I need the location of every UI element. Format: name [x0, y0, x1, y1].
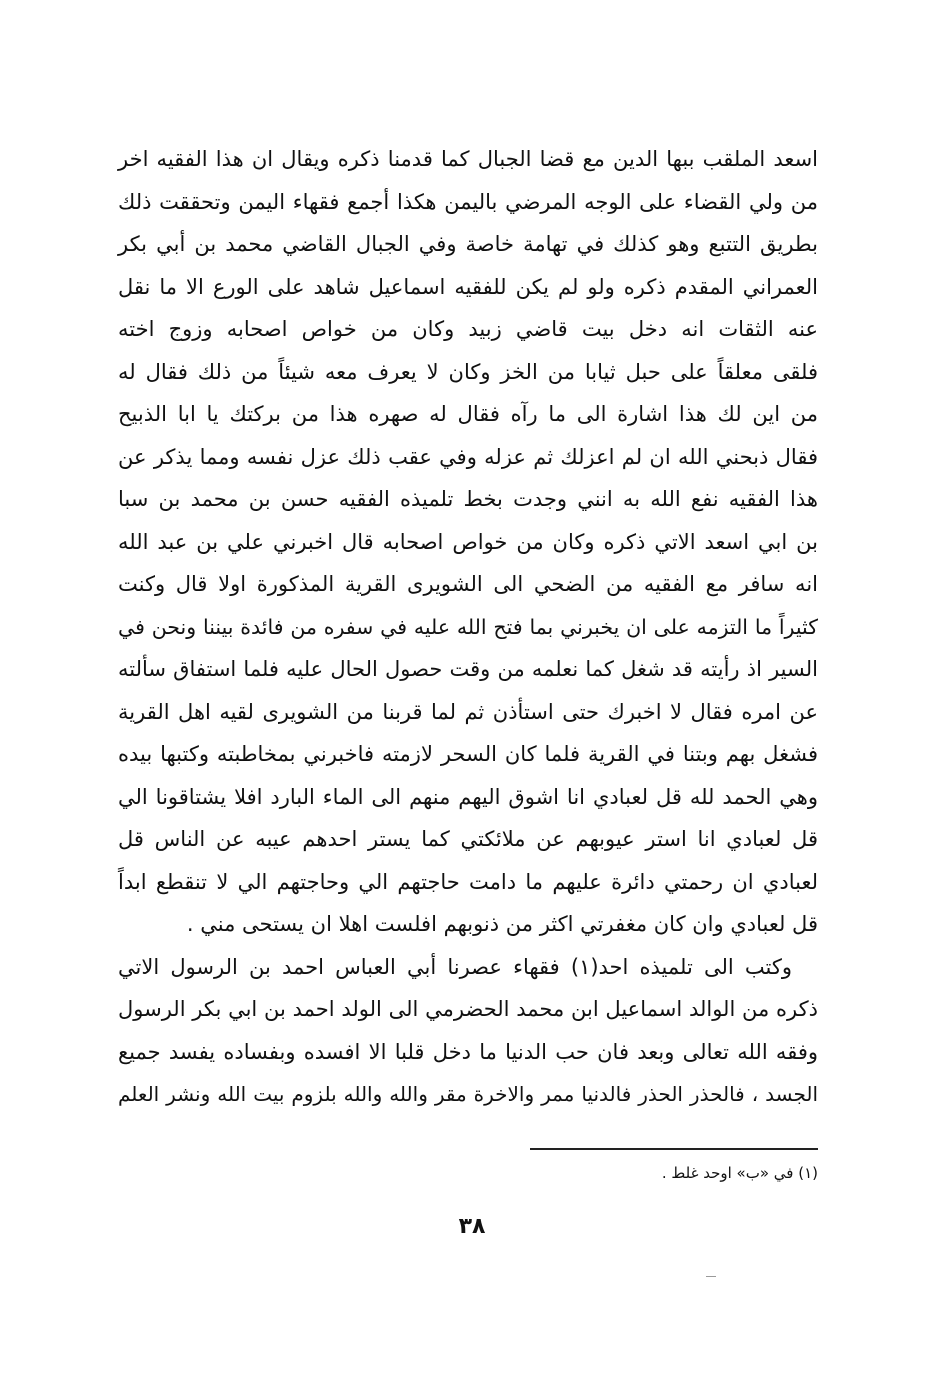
text-line: عن امره فقال لا اخبرك حتى استأذن ثم لما قربنا من الشويرى لقيه اهل القرية [118, 699, 818, 724]
footnote: (١) في «ب» اوحد غلط . [661, 1164, 818, 1182]
text-line: هذا الفقيه نفع الله به انني وجدت بخط تلميذه الفقيه حسن بن محمد بن سبا [118, 487, 818, 511]
text-line: السير اذ رأيته قد شغل كما نعلمه من وقت حصول الحال عليه فلما استفاق سألته [118, 657, 818, 681]
text-line: وفقه الله تعالى وبعد فان حب الدنيا ما دخل قلبا الا افسده وبفساده يفسد جميع [118, 1039, 818, 1064]
text-line: انه سافر مع الفقيه من الضحي الى الشويرى القرية المذكورة اولا قال وكنت [118, 572, 818, 596]
text-line: بطريق التتبع وهو كذلك في تهامة خاصة وفي الجبال القاضي محمد بن أبي بكر [118, 232, 818, 256]
text-line: ذكره من الوالد اسماعيل ابن محمد الحضرمي الى الولد احمد بن ابي بكر الرسول [118, 997, 818, 1021]
paragraph-start-line: وكتب الى تلميذه احد(١) فقهاء عصرنا أبي العباس احمد بن الرسول الاتي [118, 954, 792, 979]
text-line: وهي الحمد لله قل لعبادي انا اشوق اليهم منهم الى الماء البارد افلا يشتاقونا الي [118, 784, 818, 809]
text-line: الجسد ، فالحذر الحذر فالدنيا ممر والاخرة مقر والله والله بلزوم بيت الله ونشر العلم [118, 1082, 818, 1106]
text-line: عنه الثقات انه دخل بيت قاضي زبيد وكان من خواص اصحابه وزوج اخته [118, 317, 818, 341]
footnote-divider [530, 1148, 818, 1150]
text-line: العمراني المقدم ذكره ولو لم يكن للفقيه اسماعيل شاهد على الورع الا ما نقل [118, 274, 818, 299]
text-line: قل لعبادي انا استر عيوبهم عن ملائكتي كما يستر احدهم عيبه عن الناس قل [118, 827, 818, 851]
text-line: فقال ذبحني الله ان لم اعزلك ثم عزله وفي عقب ذلك عزل نفسه ومما يذكر عن [118, 444, 818, 469]
text-line: قل لعبادي وان كان مغفرتي اكثر من ذنوبهم افلست اهلا ان يستحى مني . [186, 912, 818, 936]
body-text [118, 138, 818, 1116]
text-line: كثيراً ما التزمه على ان يخبرني بما فتح الله عليه في سفره من فائدة بيننا ونحن في [118, 614, 818, 639]
scan-speck [706, 1276, 716, 1277]
text-line: اسعد الملقب ببها الدين مع قضا الجبال كما قدمنا ذكره ويقال ان هذا الفقيه اخر [118, 147, 818, 171]
text-line: فشغل بهم وبتنا في القرية فلما كان السحر لازمته فاخبرني بمخاطبته وكتبها بيده [118, 742, 818, 766]
text-line: بن ابي اسعد الاتي ذكره وكان من خواص اصحابه قال اخبرني علي بن عبد الله [118, 529, 818, 554]
page-number: ٣٨ [458, 1214, 486, 1239]
text-line: لعبادي ان رحمتي دائرة عليهم ما دامت حاجتهم الي وحاجتهم الي لا تنقطع ابداً [118, 869, 818, 894]
text-line: من ولي القضاء على الوجه المرضي باليمن هكذا أجمع فقهاء اليمن وتحققت ذلك [118, 189, 818, 214]
text-line: من اين لك هذا اشارة الى ما رآه فقال له صهره هذا من بركتك يا ابا الذبيح [118, 402, 818, 426]
text-line: فلقى معلقاً على حبل ثيابا من الخز وكان لا يعرف معه شيئاً من ذلك فقال له [118, 359, 818, 384]
